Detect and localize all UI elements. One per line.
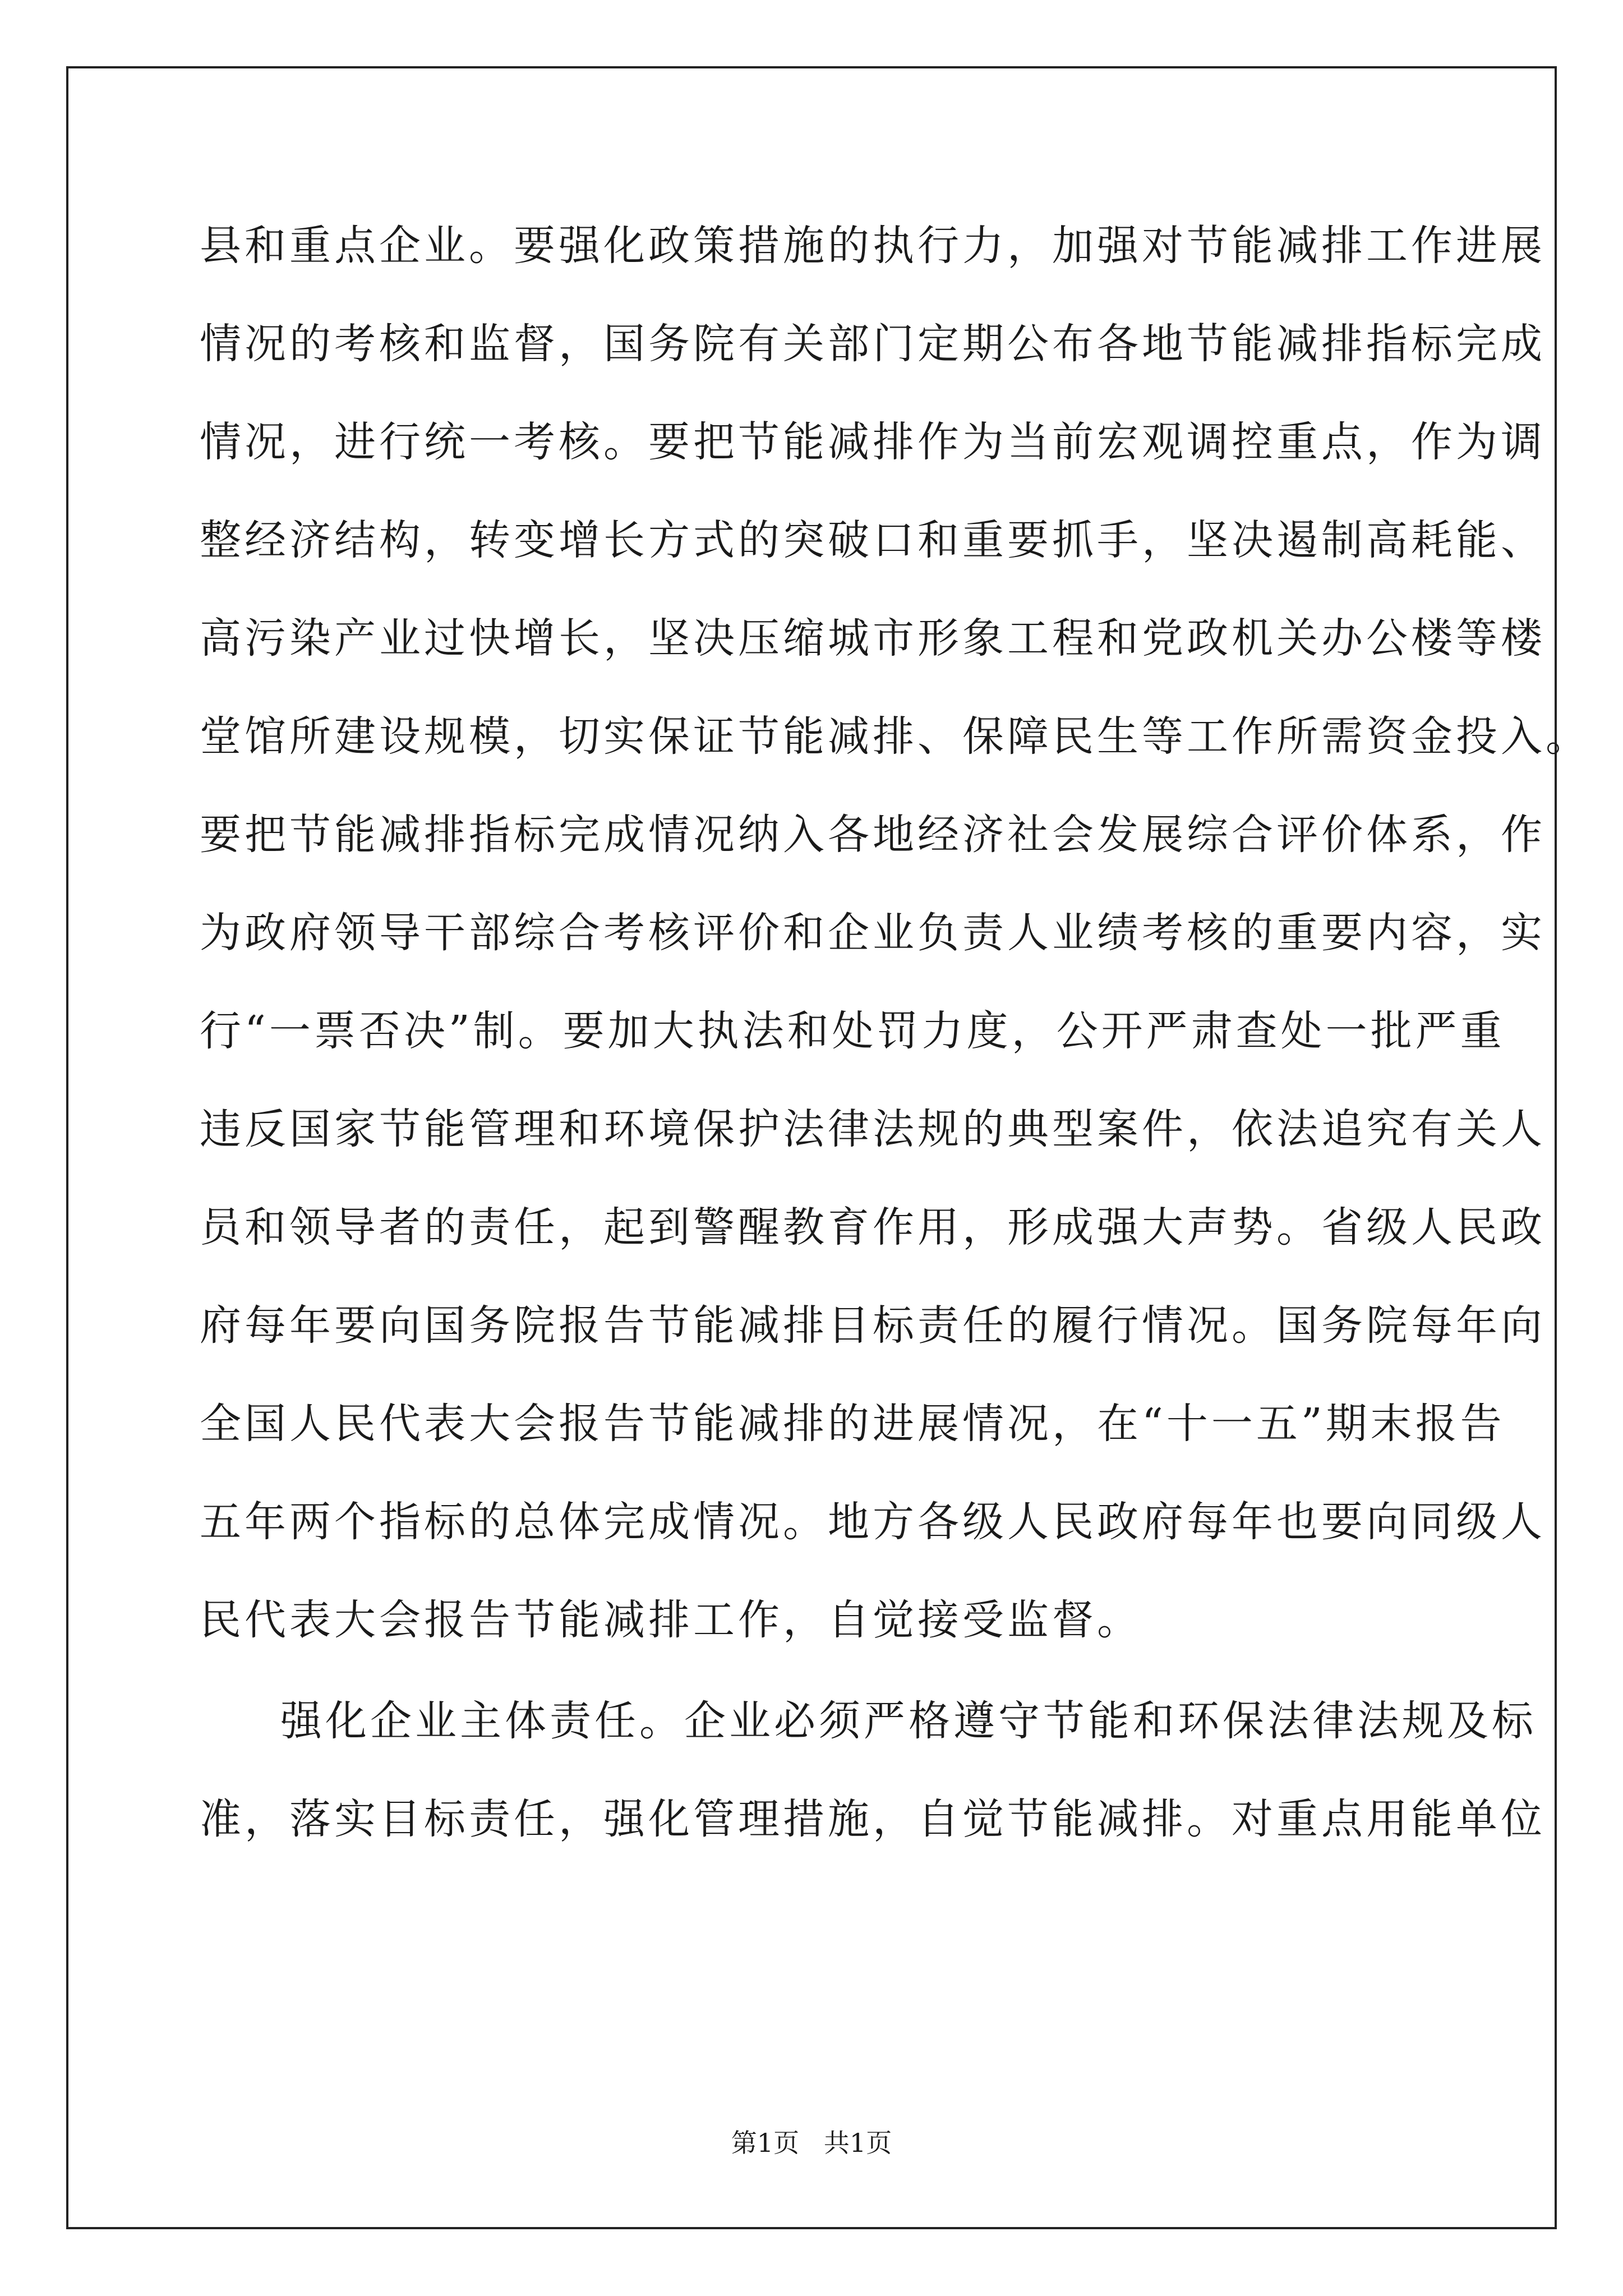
text-line: 行“一票否决”制。要加大执法和处罚力度，公开严肃查处一批严重 bbox=[200, 1007, 1505, 1055]
text-line: 高污染产业过快增长，坚决压缩城市形象工程和党政机关办公楼等楼 bbox=[200, 614, 1546, 662]
text-line: 情况，进行统一考核。要把节能减排作为当前宏观调控重点，作为调 bbox=[200, 418, 1546, 466]
page-number-footer: 第1页 共1页 bbox=[731, 2128, 892, 2158]
text-line: 五年两个指标的总体完成情况。地方各级人民政府每年也要向同级人 bbox=[200, 1498, 1546, 1546]
text-line: 情况的考核和监督，国务院有关部门定期公布各地节能减排指标完成 bbox=[200, 320, 1546, 368]
text-line: 要把节能减排指标完成情况纳入各地经济社会发展综合评价体系，作 bbox=[200, 811, 1546, 859]
text-line: 堂馆所建设规模，切实保证节能减排、保障民生等工作所需资金投入。 bbox=[200, 712, 1590, 761]
text-line: 府每年要向国务院报告节能减排目标责任的履行情况。国务院每年向 bbox=[200, 1301, 1546, 1350]
text-line: 为政府领导干部综合考核评价和企业负责人业绩考核的重要内容，实 bbox=[200, 909, 1546, 957]
text-line: 全国人民代表大会报告节能减排的进展情况，在“十一五”期末报告 bbox=[200, 1400, 1505, 1448]
text-line: 员和领导者的责任，起到警醒教育作用，形成强大声势。省级人民政 bbox=[200, 1203, 1546, 1251]
text-line: 整经济结构，转变增长方式的突破口和重要抓手，坚决遏制高耗能、 bbox=[200, 516, 1546, 564]
text-line: 民代表大会报告节能减排工作，自觉接受监督。 bbox=[200, 1596, 1142, 1644]
text-line: 准，落实目标责任，强化管理措施，自觉节能减排。对重点用能单位 bbox=[200, 1795, 1546, 1843]
text-line: 县和重点企业。要强化政策措施的执行力，加强对节能减排工作进展 bbox=[200, 222, 1546, 270]
paragraph-first-line: 强化企业主体责任。企业必须严格遵守节能和环保法律法规及标 bbox=[280, 1697, 1537, 1745]
text-line: 违反国家节能管理和环境保护法律法规的典型案件，依法追究有关人 bbox=[200, 1105, 1546, 1153]
